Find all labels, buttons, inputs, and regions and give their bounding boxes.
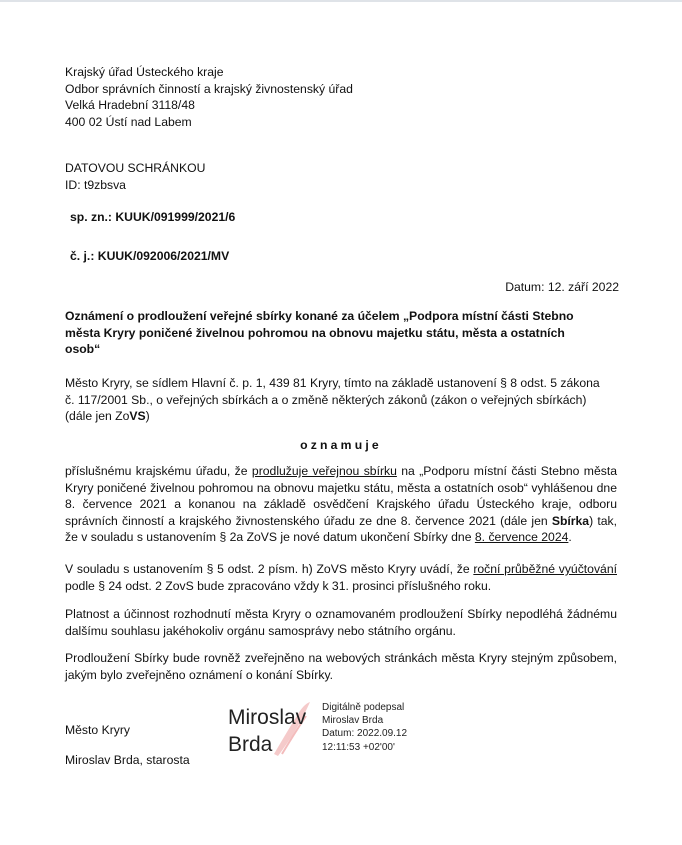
document-title [65,308,574,358]
p2-text: podle § 24 odst. 2 ZovS bude zpracováno vždy k 31. prosinci příslušného roku. [65,578,492,593]
signatory-organization: Město Kryry [65,723,131,737]
paragraph-validity: Platnost a účinnost rozhodnutí města Kryry o oznamovaném prodloužení Sbírky nepodléhá žádnému dalšímu souhlasu jakéhokoliv orgánu samosprávy nebo státního orgánu. [65,607,617,638]
digital-signature-name [228,704,306,758]
intro-text: ) [145,409,150,423]
digital-signature-details [322,701,407,754]
signatory-name: Miroslav Brda, starosta [65,753,190,767]
reference-number: č. j.: KUUK/092006/2021/MV [70,249,230,263]
title-line: Oznámení o prodloužení veřejné sbírky konané za účelem „Podpora místní části Stebno [65,309,574,323]
title-line: města Kryry poničené živelnou pohromou na obnovu majetku státu, města a ostatních [65,325,565,340]
intro-text: (dále jen Zo [65,409,130,423]
address-line-street: Velká Hradební 3118/48 [65,98,195,112]
address-line-city: 400 02 Ústí nad Labem [65,114,192,129]
p1-underlined: prodlužuje veřejnou sbírku [251,464,397,478]
p2-underlined: roční průběžné vyúčtování [473,562,617,576]
intro-line [65,408,600,425]
signature-detail-line: Digitálně podepsal [322,702,405,713]
paragraph-publication: Prodloužení Sbírky bude rovněž zveřejněno na webových stránkách města Kryry stejným způsobem, jakým bylo zveřejněno oznámení o konání Sbírky. [65,651,617,682]
p1-text: na „Podporu místní části Stebno města Kryry poničené živelnou pohromou na obnovu majetku státu, města a ostatních osob“ vyhlášenou dne 8. července 2021 a konanou na základě osvědčení Krajského úřadu Ústeckého kraje, odboru správních činností a krajského živnostenského úřadu ze dne 8. července 2021 (dále jen [65,464,617,528]
delivery-method [65,160,205,193]
address-line-department: Odbor správních činností a krajský živnostenský úřad [65,81,353,96]
signature-detail-line: Datum: 2022.09.12 [322,728,408,740]
signature-first-name: Miroslav [228,706,307,729]
p1-text: příslušnému krajskému úřadu, že [65,464,252,478]
signature-last-name: Brda [228,733,273,756]
signature-detail-line: Miroslav Brda [322,715,384,727]
title-line: osob“ [65,342,101,356]
paragraph-accounting [65,561,617,594]
address-line-office: Krajský úřad Ústeckého kraje [65,65,224,79]
announcement-heading: oznamuje [300,438,382,452]
intro-abbrev: VS [129,409,146,423]
p2-text: V souladu s ustanovením § 5 odst. 2 písm. h) ZoVS město Kryry uvádí, že [65,562,474,576]
document-date: Datum: 12. září 2022 [505,280,619,294]
p1-end-date: 8. července 2024 [474,530,569,544]
p1-text: ) tak, že v souladu s ustanovením § 2a ZoVS je nové datum ukončení Sbírky dne [65,513,617,544]
intro-line: Město Kryry, se sídlem Hlavní č. p. 1, 439 81 Kryry, tímto na základě ustanovení § 8 odst. 5 zákona [65,376,600,390]
signature-detail-line: 12:11:53 +02'00' [322,741,395,753]
paragraph-extension [65,463,617,546]
intro-paragraph [65,375,600,425]
recipient-address [65,64,353,130]
delivery-label: DATOVOU SCHRÁNKOU [65,161,206,175]
page-top-border [0,0,682,2]
file-mark: sp. zn.: KUUK/091999/2021/6 [70,210,236,224]
intro-line: č. 117/2001 Sb., o veřejných sbírkách a o změně některých zákonů (zákon o veřejných sbírkách) [65,392,587,407]
databox-id: ID: t9zbsva [65,177,126,192]
p1-text: . [568,530,572,544]
p1-bold-term: Sbírka [551,513,590,528]
